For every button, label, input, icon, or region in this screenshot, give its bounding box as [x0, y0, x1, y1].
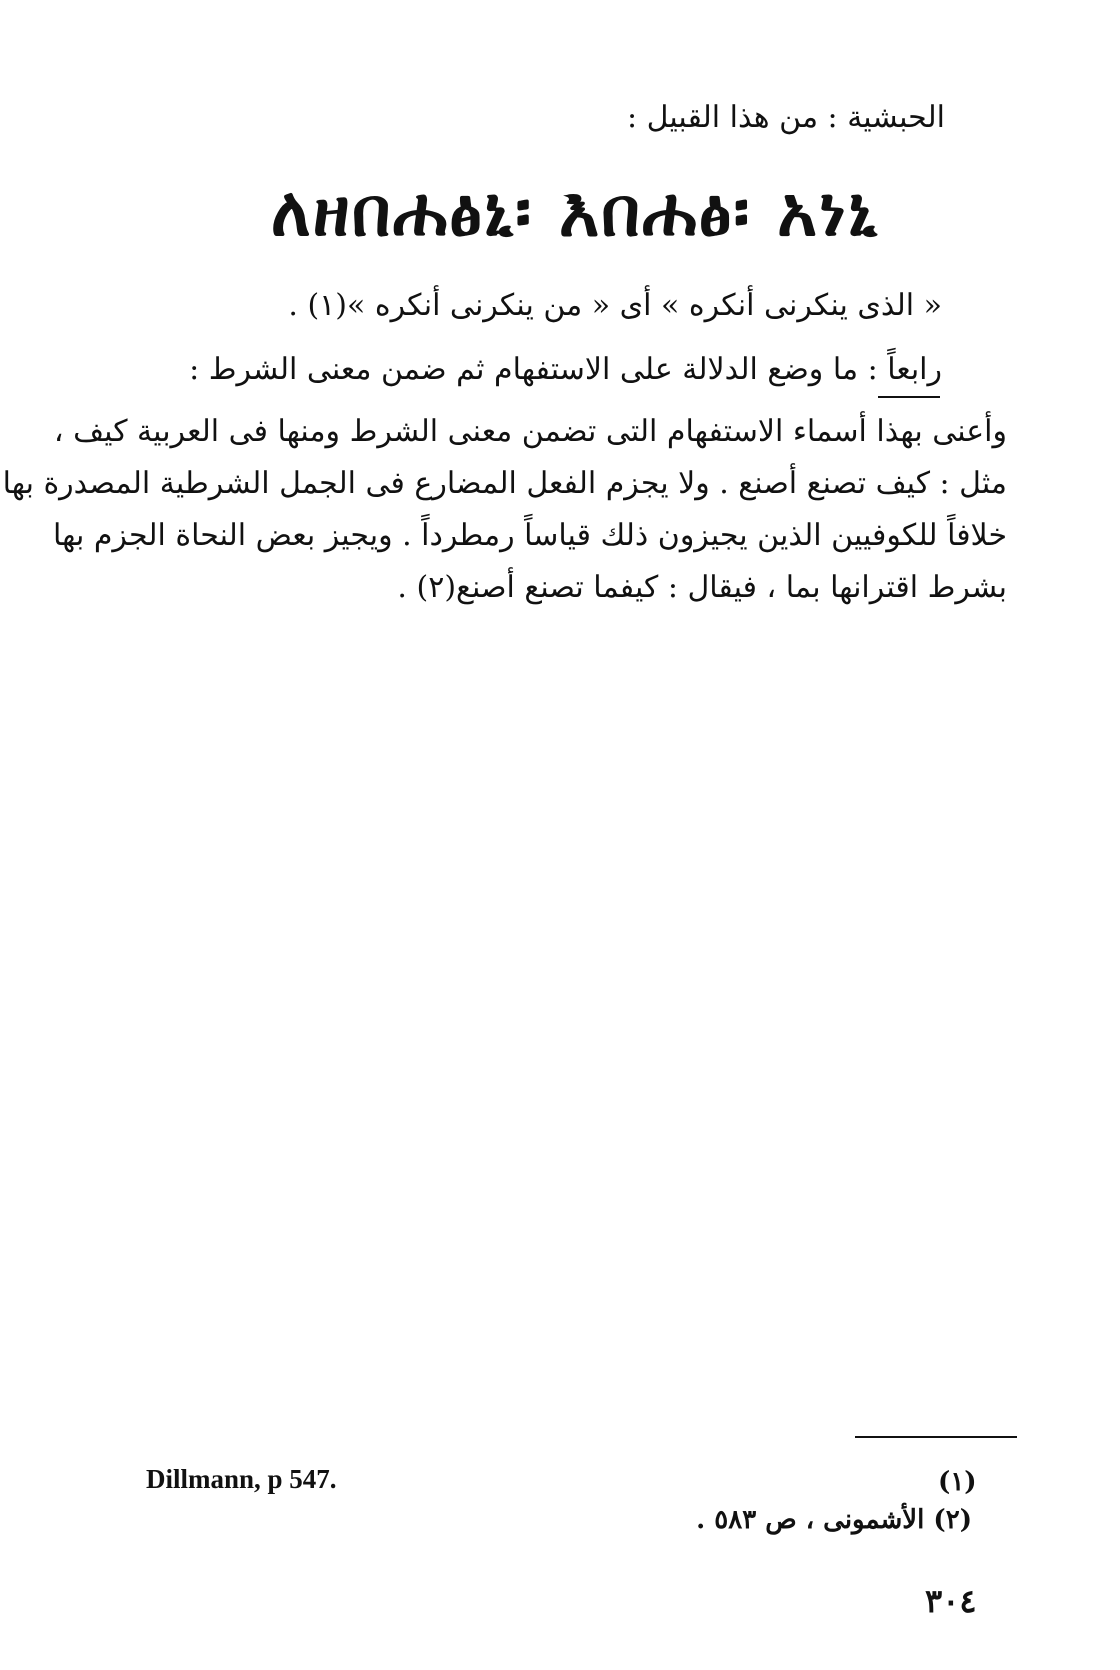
- heading-underline: [878, 396, 940, 398]
- footnote-2: (٢) الأشمونى ، ص ٥٨٣ .: [696, 1505, 972, 1535]
- intro-line: الحبشية : من هذا القبيل :: [627, 100, 945, 135]
- paragraph-line-3: خلافاً للكوفيين الذين يجيزون ذلك قياساً رمطرداً . ويجيز بعض النحاة الجزم بها: [53, 518, 1007, 553]
- paragraph-line-2: مثل : كيف تصنع أصنع . ولا يجزم الفعل المضارع فى الجمل الشرطية المصدرة بها: [2, 466, 1007, 501]
- paragraph-line-1: وأعنى بهذا أسماء الاستفهام التى تضمن معنى الشرط ومنها فى العربية كيف ،: [53, 414, 1007, 449]
- page-number: ٣٠٤: [925, 1582, 977, 1620]
- footnote-1-marker: (١): [938, 1467, 977, 1497]
- section-heading: رابعاً : ما وضع الدلالة على الاستفهام ثم ضمن معنى الشرط :: [189, 352, 942, 387]
- paragraph-line-4: بشرط اقترانها بما ، فيقال : كيفما تصنع أصنع(٢) .: [397, 570, 1007, 605]
- footnote-rule: [855, 1436, 1017, 1438]
- footnote-latin-reference: Dillmann, p 547.: [146, 1464, 337, 1494]
- arabic-quote-line: « الذى ينكرنى أنكره » أى « من ينكرنى أنكره »(١) .: [288, 288, 942, 323]
- ethiopic-quote: ለዘበሐፅኒ፡ እበሐፅ፡ አነኒ: [270, 173, 880, 252]
